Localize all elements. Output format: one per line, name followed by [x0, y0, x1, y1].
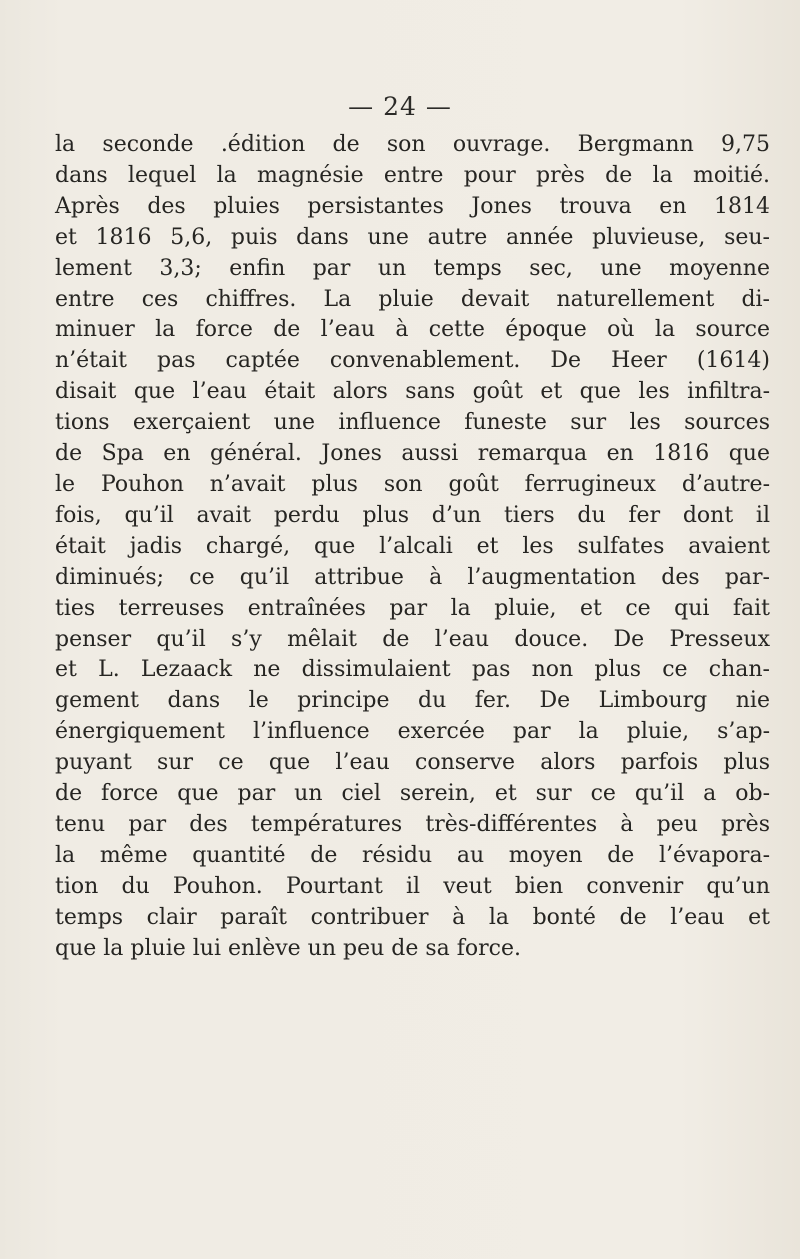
page-number-header: — 24 — — [348, 92, 452, 121]
text-line: disait que l’eau était alors sans goût et que les infiltra- — [55, 379, 770, 405]
text-line: et 1816 5,6, puis dans une autre année pluvieuse, seu- — [55, 224, 770, 250]
text-line: penser qu’il s’y mêlait de l’eau douce. De Presseux — [55, 626, 770, 652]
text-line: n’était pas captée convenablement. De Heer (1614) — [55, 348, 770, 374]
text-line: tion du Pouhon. Pourtant il veut bien convenir qu’un — [55, 873, 770, 899]
text-line: puyant sur ce que l’eau conserve alors parfois plus — [55, 750, 770, 776]
text-line: de Spa en général. Jones aussi remarqua en 1816 que — [55, 441, 770, 467]
text-line: était jadis chargé, que l’alcali et les sulfates avaient — [55, 533, 770, 559]
body-paragraph — [55, 130, 770, 964]
text-line: entre ces chiffres. La pluie devait naturellement di- — [55, 286, 770, 312]
text-line: la même quantité de résidu au moyen de l’évapora- — [55, 842, 770, 868]
text-line: fois, qu’il avait perdu plus d’un tiers du fer dont il — [55, 502, 770, 528]
text-line: et L. Lezaack ne dissimulaient pas non plus ce chan- — [55, 657, 770, 683]
text-line: Après des pluies persistantes Jones trouva en 1814 — [55, 193, 770, 219]
text-line: lement 3,3; enfin par un temps sec, une moyenne — [55, 255, 770, 281]
text-line: dans lequel la magnésie entre pour près de la moitié. — [55, 162, 770, 188]
text-line: tions exerçaient une influence funeste sur les sources — [55, 410, 770, 436]
text-line: ties terreuses entraînées par la pluie, et ce qui fait — [55, 595, 770, 621]
text-line: minuer la force de l’eau à cette époque où la source — [55, 317, 770, 343]
text-line: diminués; ce qu’il attribue à l’augmentation des par- — [55, 564, 770, 590]
text-line: de force que par un ciel serein, et sur ce qu’il a ob- — [55, 781, 770, 807]
text-line: tenu par des températures très-différentes à peu près — [55, 811, 770, 837]
text-line: gement dans le principe du fer. De Limbourg nie — [55, 688, 770, 714]
text-line: la seconde .édition de son ouvrage. Bergmann 9,75 — [55, 132, 770, 157]
text-line: le Pouhon n’avait plus son goût ferrugineux d’autre- — [55, 471, 770, 497]
text-line: énergiquement l’influence exercée par la pluie, s’ap- — [55, 719, 770, 745]
text-line: temps clair paraît contribuer à la bonté de l’eau et — [55, 904, 770, 930]
text-line-last: que la pluie lui enlève un peu de sa force. — [55, 935, 521, 961]
